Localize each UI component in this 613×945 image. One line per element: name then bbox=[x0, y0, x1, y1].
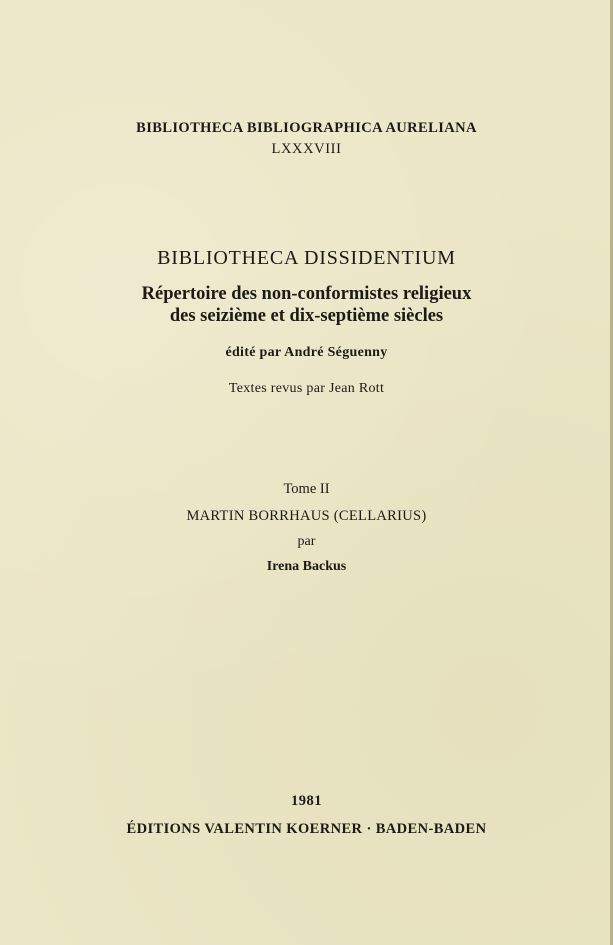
publication-year: 1981 bbox=[291, 793, 322, 809]
publisher-imprint: ÉDITIONS VALENTIN KOERNER · BADEN-BADEN bbox=[126, 821, 487, 837]
series-number: LXXXVIII bbox=[271, 141, 342, 157]
main-title: BIBLIOTHECA DISSIDENTIUM bbox=[157, 247, 456, 269]
volume-subject: MARTIN BORRHAUS (CELLARIUS) bbox=[186, 508, 427, 524]
reviser-credit: Textes revus par Jean Rott bbox=[228, 381, 385, 396]
by-word: par bbox=[297, 534, 316, 549]
subtitle-line-1: Répertoire des non-conformistes religieux bbox=[141, 284, 472, 304]
volume-label: Tome II bbox=[283, 481, 330, 497]
author-name: Irena Backus bbox=[266, 559, 347, 574]
editor-credit: édité par André Séguenny bbox=[225, 345, 388, 360]
subtitle-line-2: des seizième et dix-septième siècles bbox=[169, 306, 444, 326]
series-title: BIBLIOTHECA BIBLIOGRAPHICA AURELIANA bbox=[136, 120, 477, 136]
